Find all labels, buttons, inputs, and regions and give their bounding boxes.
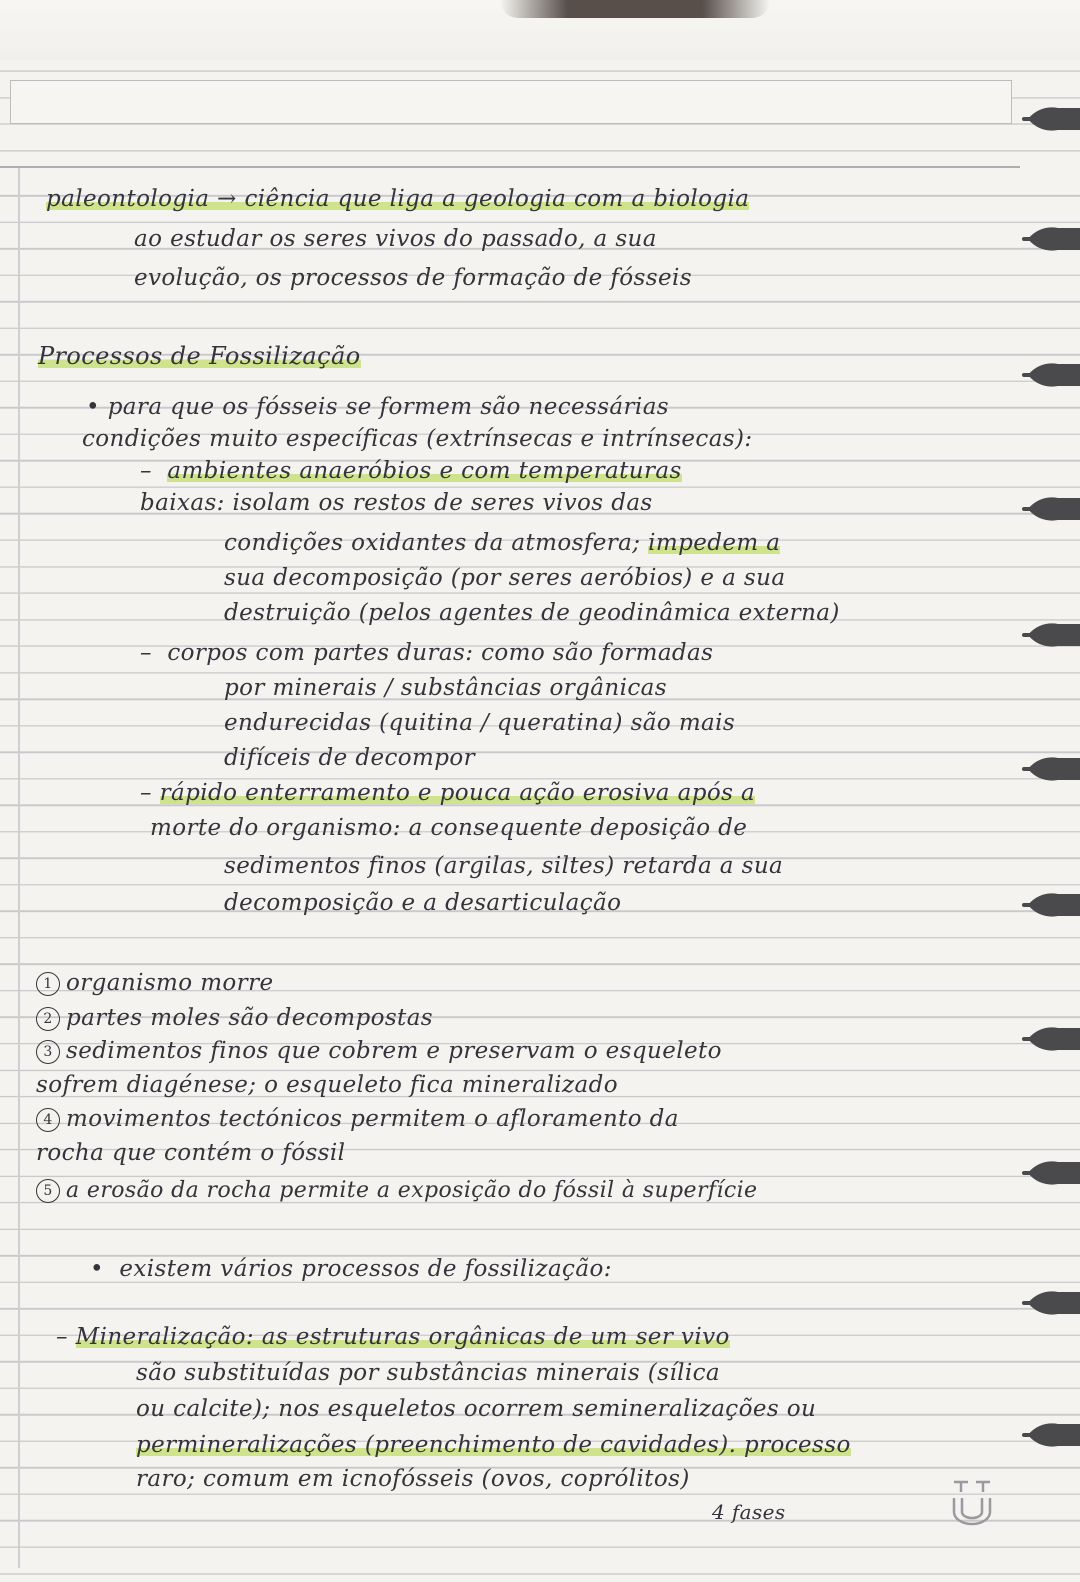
step-number-circle: 2 bbox=[36, 1007, 60, 1031]
step-2: 2 partes moles são decompostas bbox=[36, 1005, 433, 1031]
note-line: baixas: isolam os restos de seres vivos das bbox=[140, 490, 653, 516]
note-line: por minerais / substâncias orgânicas bbox=[224, 675, 667, 701]
step-number-circle: 1 bbox=[36, 972, 60, 996]
note-line: sofrem diagénese; o esqueleto fica mineralizado bbox=[36, 1072, 618, 1098]
step-5: 5 a erosão da rocha permite a exposição do fóssil à superfície bbox=[36, 1178, 757, 1203]
binder-ring-icon bbox=[1018, 1022, 1080, 1056]
binder-rings bbox=[1018, 0, 1080, 1582]
note-line: permineralizações (preenchimento de cavidades). processo bbox=[136, 1432, 851, 1458]
binder-ring-icon bbox=[1018, 1156, 1080, 1190]
note-line: – Mineralização: as estruturas orgânicas de um ser vivo bbox=[56, 1324, 730, 1350]
note-line: ou calcite); nos esqueletos ocorrem semineralizações ou bbox=[136, 1396, 817, 1422]
binder-ring-icon bbox=[1018, 102, 1080, 136]
note-line: raro; comum em icnofósseis (ovos, coprólitos) bbox=[136, 1466, 690, 1492]
binder-ring-icon bbox=[1018, 618, 1080, 652]
note-line: ao estudar os seres vivos do passado, a sua bbox=[134, 226, 657, 252]
step-number-circle: 5 bbox=[36, 1179, 60, 1203]
step-1: 1 organismo morre bbox=[36, 970, 273, 996]
note-line: condições muito específicas (extrínsecas e intrínsecas): bbox=[82, 426, 753, 452]
binder-ring-icon bbox=[1018, 1418, 1080, 1452]
step-number-circle: 4 bbox=[36, 1108, 60, 1132]
binder-ring-icon bbox=[1018, 492, 1080, 526]
note-line: são substituídas por substâncias minerais (sílica bbox=[136, 1360, 721, 1386]
step-number-circle: 3 bbox=[36, 1040, 60, 1064]
binder-ring-icon bbox=[1018, 222, 1080, 256]
note-line: – ambientes anaeróbios e com temperaturas bbox=[140, 458, 682, 484]
note-line: – rápido enterramento e pouca ação erosiva após a bbox=[140, 780, 756, 806]
step-3: 3 sedimentos finos que cobrem e preservam o esqueleto bbox=[36, 1038, 722, 1064]
notebook-brand-logo-icon bbox=[950, 1478, 994, 1532]
note-line: rocha que contém o fóssil bbox=[36, 1140, 346, 1166]
page-footnote: 4 fases bbox=[712, 1500, 786, 1524]
note-line: difíceis de decompor bbox=[224, 745, 475, 771]
note-line: sua decomposição (por seres aeróbios) e a sua bbox=[224, 565, 786, 591]
step-4: 4 movimentos tectónicos permitem o afloramento da bbox=[36, 1106, 679, 1132]
note-line: decomposição e a desarticulação bbox=[224, 890, 622, 916]
binder-ring-icon bbox=[1018, 752, 1080, 786]
binder-ring-icon bbox=[1018, 358, 1080, 392]
note-line: destruição (pelos agentes de geodinâmica externa) bbox=[224, 600, 840, 626]
note-line: condições oxidantes da atmosfera; impedem a bbox=[224, 530, 781, 556]
note-line: sedimentos finos (argilas, siltes) retarda a sua bbox=[224, 853, 784, 879]
term-paleontologia: paleontologia → ciência que liga a geologia com a biologia bbox=[46, 186, 750, 212]
note-line bbox=[46, 186, 749, 212]
note-line: • existem vários processos de fossilização: bbox=[90, 1256, 612, 1282]
note-line: • para que os fósseis se formem são necessárias bbox=[86, 394, 670, 420]
note-line: – corpos com partes duras: como são formadas bbox=[140, 640, 714, 666]
binder-ring-icon bbox=[1018, 888, 1080, 922]
note-line: endurecidas (quitina / queratina) são mais bbox=[224, 710, 736, 736]
note-line: evolução, os processos de formação de fósseis bbox=[134, 265, 692, 291]
section-heading: Processos de Fossilização bbox=[38, 342, 361, 370]
binder-ring-icon bbox=[1018, 1286, 1080, 1320]
note-line: morte do organismo: a consequente deposição de bbox=[150, 815, 748, 841]
